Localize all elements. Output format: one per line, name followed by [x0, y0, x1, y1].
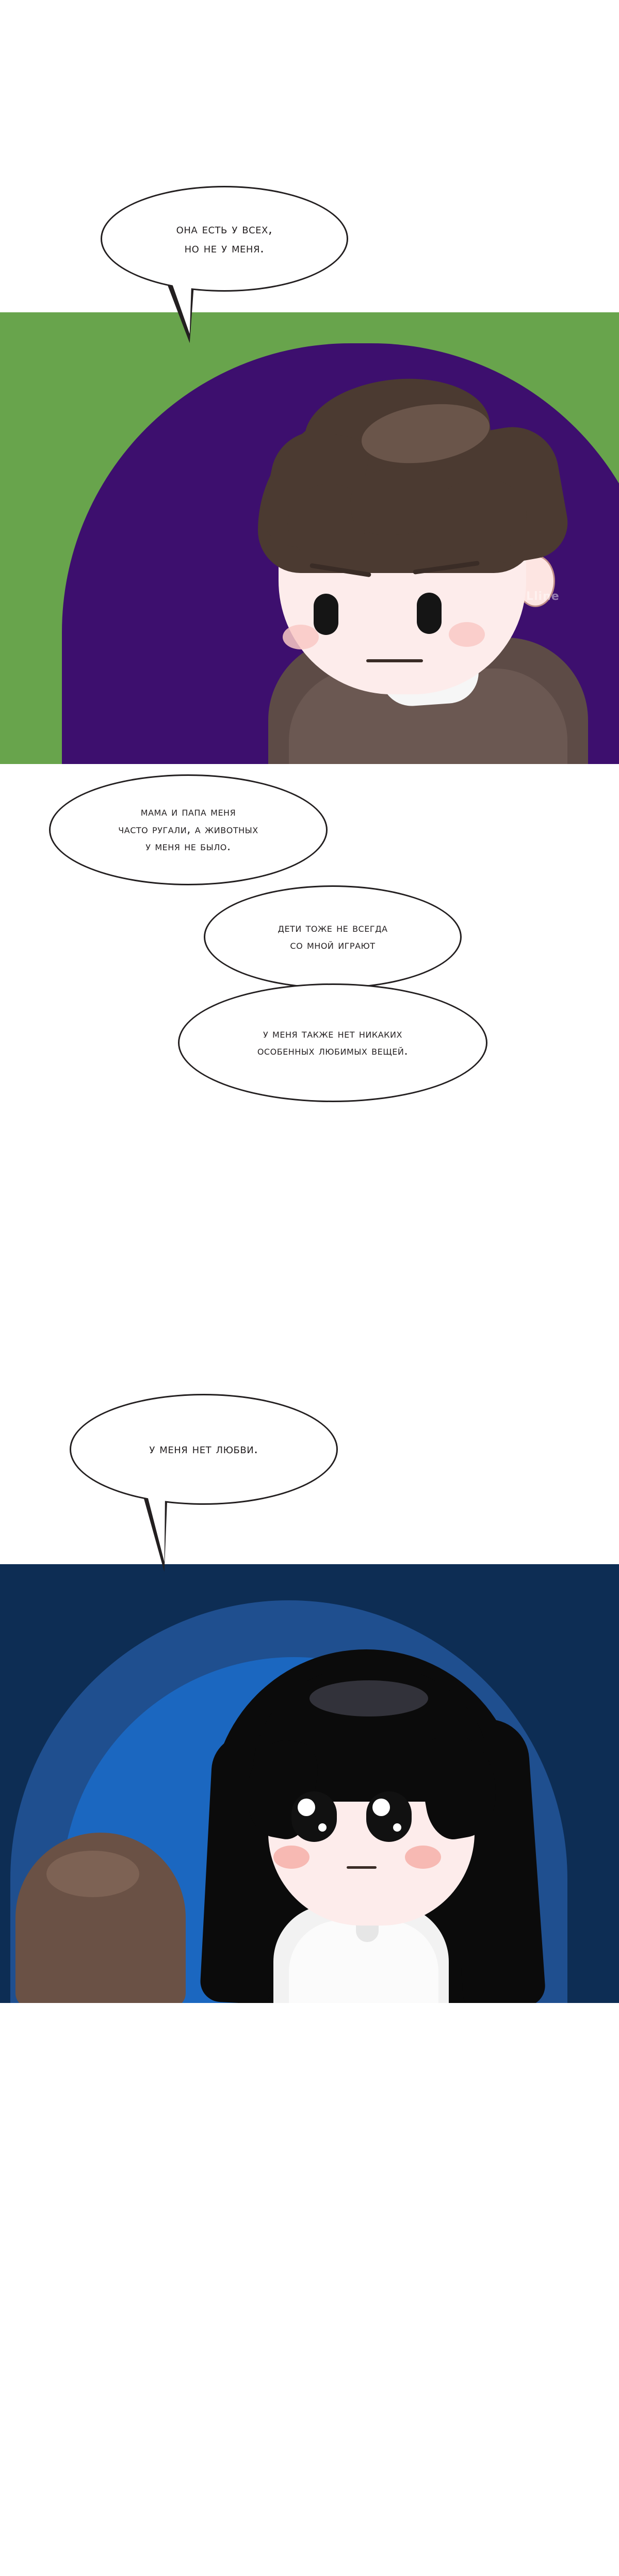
boy-mouth [366, 659, 423, 662]
girl-hair-highlight [310, 1680, 428, 1716]
boy-cheek-left [283, 625, 319, 649]
speech-bubble-3 [204, 885, 462, 989]
girl-eye-left-sparkle [318, 1823, 327, 1832]
speech-bubble-2 [49, 774, 328, 885]
boy-cheek-right [449, 622, 485, 647]
speech-bubble-4 [178, 983, 487, 1102]
girl-cheek-right [405, 1846, 441, 1869]
girl-eye-right-sparkle [393, 1823, 401, 1832]
speech-line: она есть у всех, [176, 221, 273, 237]
comic-panel-night [0, 1564, 619, 2003]
speech-line: у меня также нет никаких [263, 1027, 402, 1041]
girl-eye-left-highlight [298, 1799, 315, 1816]
speech-line: у меня нет любви. [149, 1441, 258, 1457]
speech-line: особенных любимых вещей. [257, 1044, 409, 1058]
speech-line: мама и папа меня [140, 805, 236, 819]
boy-eye-left [314, 594, 338, 635]
watermark-text: Lline [526, 590, 560, 603]
boy-eye-right [417, 593, 442, 634]
girl-cheek-left [273, 1846, 310, 1869]
boy-back-of-head-highlight [46, 1851, 139, 1897]
comic-panel-green [0, 312, 619, 764]
speech-line: со мной играют [290, 939, 376, 952]
speech-bubble-1 [101, 186, 348, 292]
speech-line: но не у меня. [184, 240, 265, 256]
speech-bubble-5 [70, 1394, 338, 1505]
speech-line: дети тоже не всегда [278, 921, 388, 935]
girl-eye-right-highlight [372, 1799, 390, 1816]
girl-eye-left [291, 1791, 337, 1842]
speech-line: часто ругали, а животных [118, 822, 258, 836]
speech-line: у меня не было. [145, 840, 231, 854]
girl-eye-right [366, 1791, 412, 1842]
girl-mouth [347, 1866, 377, 1869]
